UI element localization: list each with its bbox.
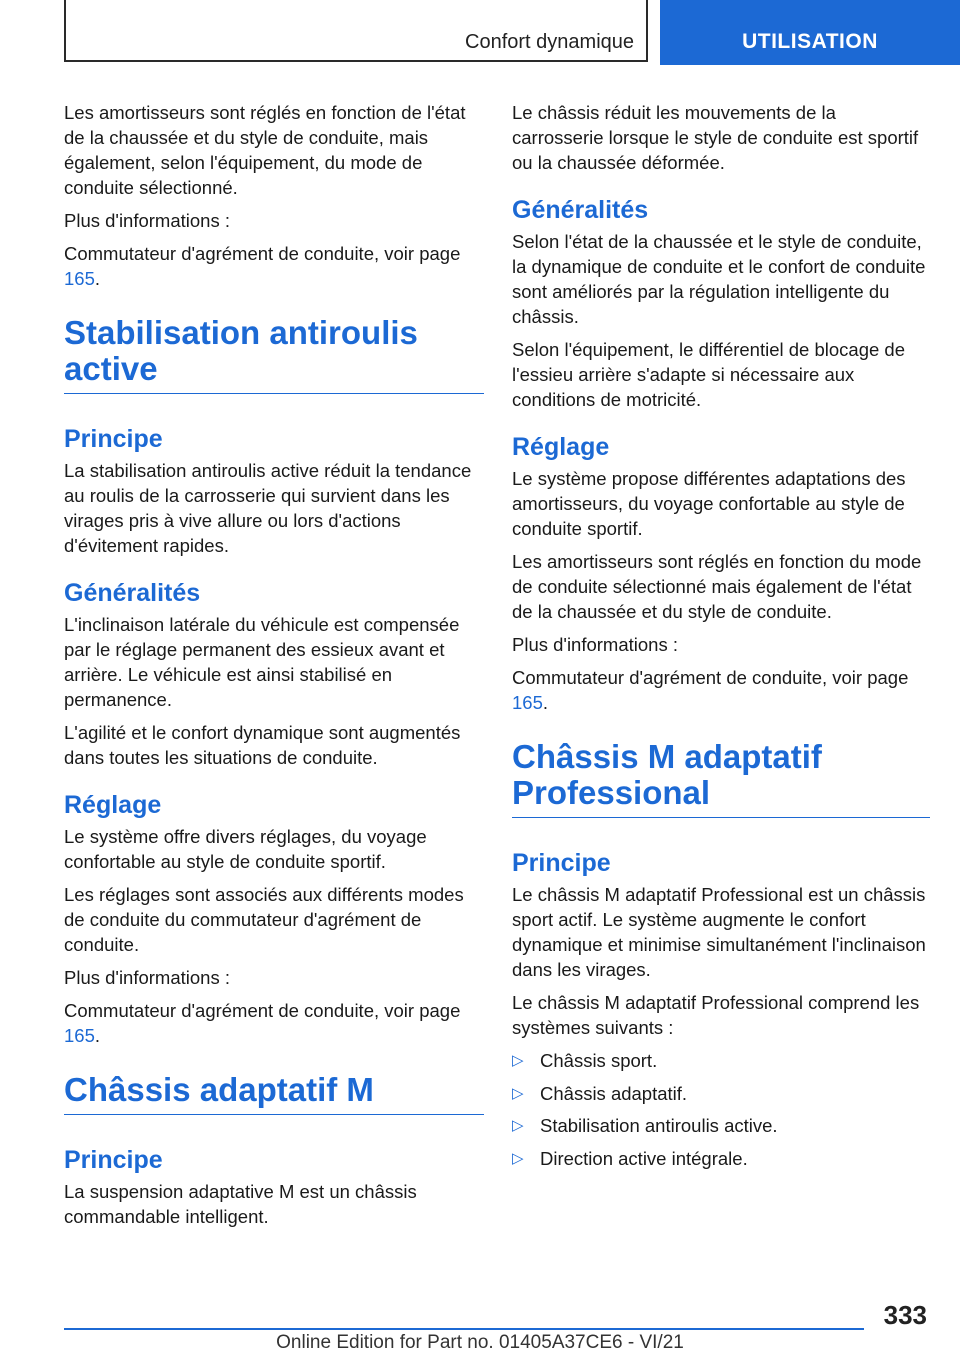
paragraph: Le système offre divers réglages, du voyage confortable au style de conduite sportif.	[64, 826, 427, 872]
left-column	[64, 100, 484, 1237]
cross-reference: Commutateur d'agrément de conduite, voir page 165.	[512, 667, 909, 713]
page-link[interactable]: 165	[512, 692, 543, 713]
page-number: 333	[883, 1300, 927, 1330]
footer-divider	[64, 1328, 864, 1330]
paragraph: Le châssis réduit les mouvements de la carrosserie lorsque le style de conduite est sportif ou la chaussée déformée.	[512, 102, 919, 173]
triangle-bullet-icon: ▷	[512, 1117, 524, 1134]
section-heading: Châssis M adaptatif Professional	[512, 739, 930, 818]
paragraph: L'agilité et le confort dynamique sont augmentés dans toutes les situations de conduite.	[64, 722, 461, 768]
page-link[interactable]: 165	[64, 1025, 95, 1046]
page-link[interactable]: 165	[64, 268, 95, 289]
right-column	[512, 100, 930, 1178]
list-item: ▷ Direction active intégrale.	[512, 1147, 748, 1169]
system-list	[512, 1048, 930, 1171]
paragraph: Le châssis M adaptatif Professional comprend les systèmes suivants :	[512, 992, 920, 1038]
paragraph: Selon l'équipement, le différentiel de blocage de l'essieu arrière s'adapte si nécessaire aux conditions de motricité.	[512, 339, 905, 410]
subsection-heading: Principe	[64, 1146, 163, 1174]
header-section-title: Confort dynamique	[465, 31, 634, 53]
triangle-bullet-icon: ▷	[512, 1084, 524, 1102]
paragraph: L'inclinaison latérale du véhicule est compensée par le réglage permanent des essieux avant et arrière. Le véhicule est ainsi stabilisé en permanence.	[64, 614, 460, 710]
paragraph: Les amortisseurs sont réglés en fonction de l'état de la chaussée et du style de conduite, mais également, selon l'équipement, du mode de conduite sélectionné.	[64, 102, 466, 198]
paragraph: Plus d'informations :	[64, 967, 230, 988]
paragraph: Les amortisseurs sont réglés en fonction du mode de conduite sélectionné mais également de l'état de la chaussée et du style de conduite.	[512, 551, 922, 622]
list-item: ▷ Stabilisation antiroulis active.	[512, 1115, 778, 1136]
triangle-bullet-icon: ▷	[512, 1052, 524, 1069]
cross-reference: Commutateur d'agrément de conduite, voir page 165.	[64, 1000, 461, 1046]
section-heading: Châssis adaptatif M	[64, 1072, 484, 1115]
triangle-bullet-icon: ▷	[512, 1149, 524, 1167]
paragraph: La stabilisation antiroulis active réduit la tendance au roulis de la carrosserie qui survient dans les virages pris à vive allure ou lors d'actions d'évitement rapides.	[64, 460, 472, 556]
footer-edition-text: Online Edition for Part no. 01405A37CE6 - VI/21	[276, 1332, 684, 1353]
subsection-heading: Principe	[512, 849, 611, 877]
paragraph: Le châssis M adaptatif Professional est un châssis sport actif. Le système augmente le confort dynamique et minimise simultanément l'inclinaison dans les virages.	[512, 884, 926, 980]
paragraph: La suspension adaptative M est un châssis commandable intelligent.	[64, 1181, 417, 1227]
subsection-heading: Réglage	[512, 433, 610, 461]
subsection-heading: Principe	[64, 425, 163, 453]
paragraph: Selon l'état de la chaussée et le style de conduite, la dynamique de conduite et le confort de conduite sont améliorés par la régulation intelligente du châssis.	[512, 231, 926, 327]
list-item: ▷ Châssis adaptatif.	[512, 1082, 688, 1104]
section-heading: Stabilisation antiroulis active	[64, 315, 484, 394]
subsection-heading: Généralités	[64, 579, 201, 607]
subsection-heading: Généralités	[512, 196, 649, 224]
cross-reference: Commutateur d'agrément de conduite, voir page 165.	[64, 243, 461, 289]
paragraph: Le système propose différentes adaptations des amortisseurs, du voyage confortable au style de conduite sportif.	[512, 468, 906, 539]
paragraph: Plus d'informations :	[512, 634, 678, 655]
paragraph: Les réglages sont associés aux différents modes de conduite du commutateur d'agrément de conduite.	[64, 884, 464, 955]
header-chapter-tab[interactable]: UTILISATION	[660, 0, 960, 65]
list-item: ▷ Châssis sport.	[512, 1050, 658, 1071]
subsection-heading: Réglage	[64, 791, 162, 819]
paragraph: Plus d'informations :	[64, 210, 230, 231]
